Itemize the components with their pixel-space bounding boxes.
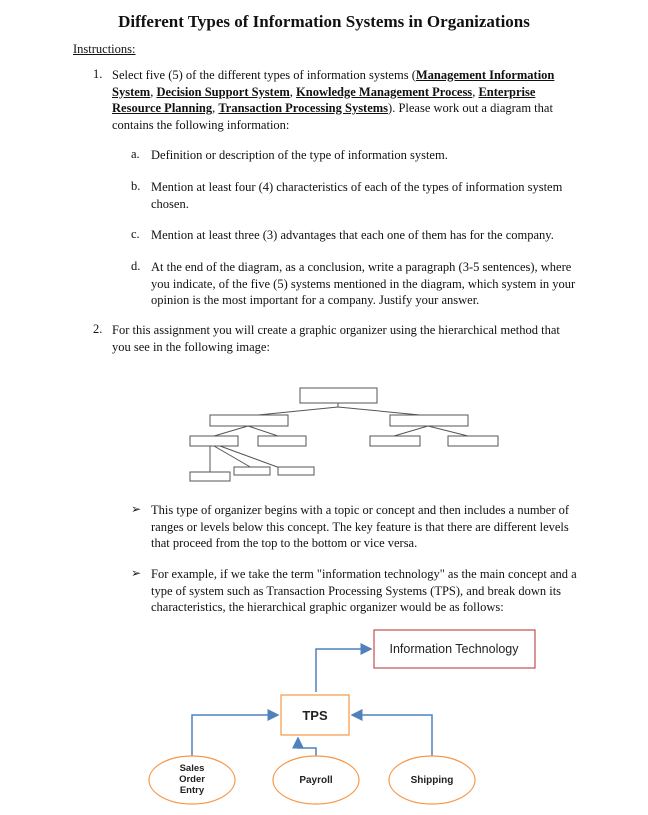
tps-label: TPS <box>302 708 328 723</box>
order-label: Order <box>179 774 205 785</box>
subitem-a-text: Definition or description of the type of information system. <box>151 148 448 162</box>
document-title: Different Types of Information Systems in Organizations <box>118 12 530 31</box>
item-1-suffix: ). Please work out a diagram that contains the following information: <box>112 101 553 132</box>
subitem-c-text: Mention at least three (3) advantages that each one of them has for the company. <box>151 228 554 242</box>
item-1-prefix: Select five (5) of the different types of information systems ( <box>112 68 416 82</box>
tps-example-diagram <box>140 620 560 815</box>
hier-level2-box <box>448 436 498 446</box>
hier-connector <box>258 403 420 415</box>
hier-level3-box <box>278 467 314 475</box>
subitem-b-letter: b. <box>131 179 141 193</box>
item-2-text: For this assignment you will create a graphic organizer using the hierarchical method that you see in the following image: <box>112 323 560 354</box>
bullet-2-text: For example, if we take the term "information technology" as the main concept and a type of system such as Transaction Processing Systems (TPS), and break down its characteristics, the hierarchical graphic organizer would be as follows: <box>151 567 577 614</box>
system-mis: Management Information System <box>112 68 555 99</box>
system-tps: Transaction Processing Systems <box>218 101 389 115</box>
subitem-c-letter: c. <box>131 227 140 241</box>
bullet-1-text: This type of organizer begins with a topic or concept and then includes a number of ranges or levels below this concept. The key feature is that there are different levels that proceed from the top to the bottom or vice versa. <box>151 503 570 550</box>
payroll-label: Payroll <box>299 775 333 786</box>
bullet-arrow-1: ➢ <box>131 502 142 516</box>
entry-label: Entry <box>179 785 205 796</box>
item-2-number: 2. <box>93 322 103 336</box>
it-label: Information Technology <box>389 642 519 656</box>
item-1-text: Select five (5) of the different types of information systems (Management Information System, Decision Support System, Knowledge Management Process, Enterprise Resource Planning, Transaction Processing Systems). Please work out a diagram that contains the following information: <box>112 68 555 132</box>
hier-level1-right <box>390 415 468 426</box>
hier-connector <box>214 426 468 436</box>
arrow-shipping-to-tps <box>352 715 432 757</box>
system-dss: Decision Support System <box>156 84 290 99</box>
subitem-a-letter: a. <box>131 147 140 161</box>
sales-label: Sales <box>179 763 205 774</box>
hier-level3-box <box>234 467 270 475</box>
shipping-label: Shipping <box>410 775 454 786</box>
arrow-tps-to-it <box>316 649 371 692</box>
system-kmp: Knowledge Management Process <box>296 84 473 99</box>
bullet-arrow-2: ➢ <box>131 566 142 580</box>
hier-root-box <box>300 388 377 403</box>
instructions-label: Instructions: <box>73 42 136 56</box>
arrow-sales-to-tps <box>192 715 278 760</box>
hier-level3-box <box>190 472 230 481</box>
subitem-d-letter: d. <box>131 259 141 273</box>
hier-level2-box <box>370 436 420 446</box>
hier-level2-box <box>258 436 306 446</box>
hier-level2-box <box>190 436 238 446</box>
subitem-b-text: Mention at least four (4) characteristics of each of the types of information system chosen. <box>151 180 563 211</box>
subitem-d-text: At the end of the diagram, as a conclusion, write a paragraph (3-5 sentences), where you indicate, of the five (5) systems mentioned in the diagram, which system in your opinion is the most important for a company. Justify your answer. <box>151 260 576 307</box>
item-1-number: 1. <box>93 67 103 81</box>
hier-level1-left <box>210 415 288 426</box>
hierarchy-illustration <box>180 383 510 483</box>
system-erp: Enterprise Resource Planning <box>112 84 536 115</box>
